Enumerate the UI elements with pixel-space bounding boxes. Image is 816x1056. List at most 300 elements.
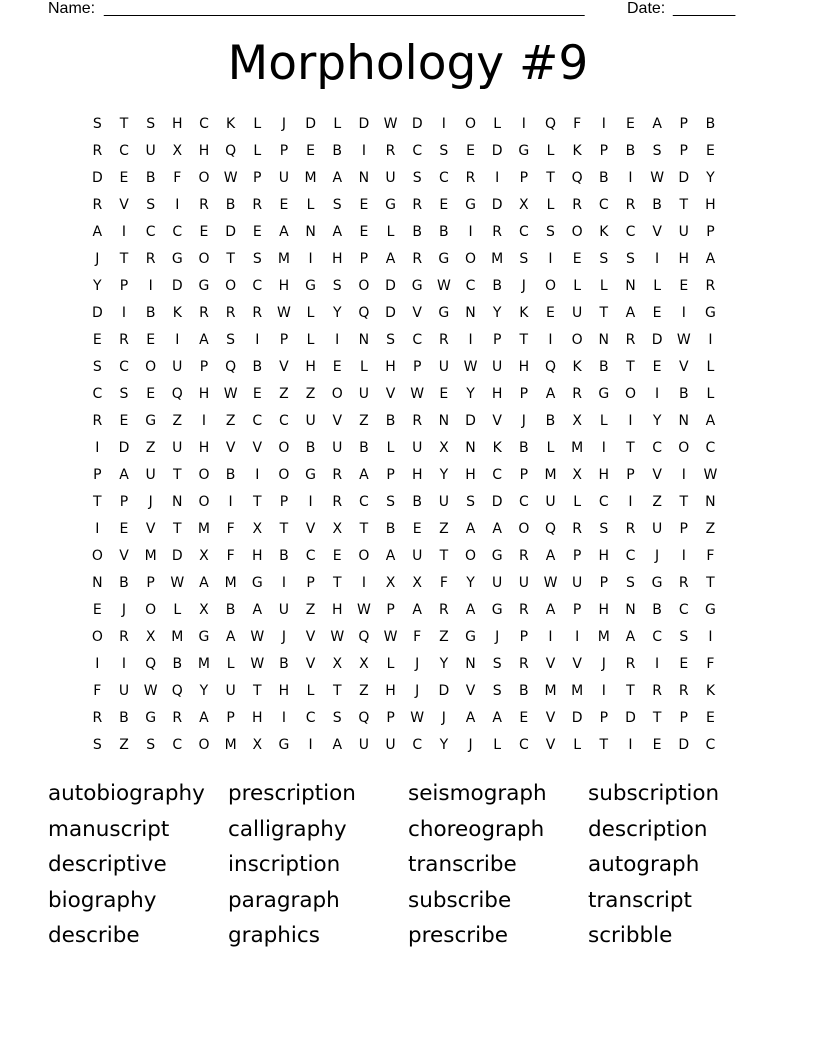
- grid-letter: D: [118, 440, 130, 456]
- grid-letter: T: [546, 170, 555, 186]
- grid-letter: Q: [358, 629, 370, 645]
- grid-letter: B: [678, 386, 689, 402]
- grid-letter: N: [465, 656, 476, 672]
- grid-letter: F: [173, 170, 182, 186]
- grid-letter: N: [625, 602, 636, 618]
- grid-letter: X: [439, 440, 449, 456]
- grid-letter: T: [626, 359, 635, 375]
- grid-letter: G: [198, 278, 210, 294]
- grid-letter: B: [625, 143, 636, 159]
- grid-letter: C: [518, 737, 529, 753]
- grid-letter: P: [93, 467, 102, 483]
- grid-letter: R: [412, 251, 423, 267]
- grid-letter: Q: [145, 656, 157, 672]
- grid-row: [84, 600, 724, 627]
- grid-letter: G: [704, 602, 716, 618]
- grid-letter: G: [491, 548, 503, 564]
- grid-letter: V: [305, 656, 316, 672]
- grid-letter: P: [119, 278, 129, 294]
- grid-letter: V: [145, 521, 156, 537]
- grid-letter: Z: [439, 629, 449, 645]
- grid-letter: W: [330, 629, 345, 645]
- grid-letter: L: [573, 278, 582, 294]
- grid-letter: P: [679, 116, 688, 132]
- grid-letter: F: [226, 548, 235, 564]
- grid-letter: I: [121, 305, 127, 321]
- grid-letter: V: [119, 548, 129, 564]
- grid-letter: A: [465, 602, 476, 618]
- grid-letter: P: [306, 575, 315, 591]
- grid-letter: R: [119, 629, 129, 645]
- grid-letter: J: [148, 494, 153, 510]
- grid-letter: B: [652, 197, 662, 213]
- grid-letter: I: [121, 656, 127, 672]
- grid-letter: O: [358, 548, 370, 564]
- grid-letter: B: [279, 548, 289, 564]
- grid-letter: V: [572, 656, 582, 672]
- grid-letter: G: [598, 386, 610, 402]
- grid-letter: O: [198, 251, 210, 267]
- grid-letter: J: [601, 656, 606, 672]
- grid-letter: N: [465, 305, 476, 321]
- grid-letter: I: [308, 251, 313, 267]
- grid-letter: G: [438, 305, 450, 321]
- grid-letter: O: [465, 116, 477, 132]
- grid-letter: R: [92, 710, 103, 726]
- grid-letter: G: [145, 413, 157, 429]
- word-list-item: choreograph: [408, 816, 545, 842]
- grid-letter: I: [681, 548, 686, 564]
- grid-letter: V: [305, 521, 316, 537]
- date-label: Date:: [627, 0, 666, 17]
- grid-letter: C: [199, 116, 209, 132]
- grid-letter: E: [199, 224, 209, 240]
- grid-letter: X: [332, 656, 343, 672]
- grid-letter: R: [572, 521, 582, 537]
- word-list-item: descriptive: [48, 852, 167, 877]
- grid-letter: S: [679, 629, 689, 645]
- grid-letter: P: [519, 170, 529, 186]
- grid-letter: V: [385, 386, 396, 402]
- grid-letter: M: [544, 683, 557, 699]
- grid-letter: B: [119, 575, 129, 591]
- grid-letter: J: [441, 710, 446, 726]
- grid-letter: U: [145, 467, 156, 483]
- grid-letter: L: [706, 359, 715, 375]
- grid-letter: I: [255, 332, 260, 348]
- grid-letter: R: [572, 386, 582, 402]
- grid-letter: G: [438, 251, 450, 267]
- grid-letter: I: [95, 656, 100, 672]
- grid-letter: H: [331, 602, 343, 618]
- grid-letter: V: [225, 440, 236, 456]
- grid-letter: L: [173, 602, 182, 618]
- grid-letter: S: [146, 197, 156, 213]
- grid-letter: S: [546, 224, 555, 240]
- grid-letter: L: [306, 305, 315, 321]
- grid-letter: Y: [466, 575, 475, 591]
- grid-letter: I: [361, 575, 366, 591]
- grid-letter: W: [410, 710, 425, 726]
- grid-letter: E: [92, 332, 102, 348]
- grid-letter: A: [625, 305, 636, 321]
- grid-row: [84, 546, 724, 573]
- grid-letter: I: [548, 629, 553, 645]
- grid-letter: I: [495, 170, 500, 186]
- grid-letter: S: [439, 143, 449, 159]
- grid-row: [84, 384, 724, 411]
- grid-row: [84, 708, 724, 735]
- grid-letter: L: [493, 737, 502, 753]
- grid-letter: L: [226, 656, 235, 672]
- grid-letter: B: [225, 467, 236, 483]
- grid-letter: Q: [358, 305, 370, 321]
- grid-letter: E: [652, 359, 662, 375]
- grid-letter: W: [436, 278, 451, 294]
- grid-letter: G: [411, 278, 423, 294]
- grid-letter: V: [252, 440, 263, 456]
- grid-letter: O: [198, 170, 210, 186]
- grid-letter: X: [572, 413, 582, 429]
- grid-letter: R: [625, 521, 636, 537]
- grid-letter: C: [412, 143, 423, 159]
- grid-letter: S: [652, 143, 662, 159]
- grid-letter: T: [706, 575, 715, 591]
- grid-letter: E: [119, 521, 129, 537]
- grid-letter: H: [705, 197, 716, 213]
- grid-letter: O: [198, 467, 210, 483]
- word-list-item: transcribe: [408, 852, 517, 877]
- grid-letter: I: [308, 494, 313, 510]
- grid-letter: I: [175, 332, 180, 348]
- grid-letter: B: [519, 683, 529, 699]
- grid-letter: P: [386, 710, 395, 726]
- word-list-item: seismograph: [408, 781, 547, 806]
- grid-letter: N: [172, 494, 183, 510]
- grid-letter: P: [679, 143, 688, 159]
- grid-letter: Z: [279, 386, 289, 402]
- grid-letter: V: [545, 710, 556, 726]
- grid-letter: M: [304, 170, 317, 186]
- grid-letter: C: [92, 386, 103, 402]
- grid-letter: E: [652, 737, 662, 753]
- grid-letter: T: [359, 521, 369, 537]
- grid-letter: A: [359, 467, 369, 483]
- grid-letter: Q: [571, 170, 583, 186]
- grid-letter: T: [439, 548, 449, 564]
- grid-letter: D: [678, 170, 690, 186]
- grid-letter: I: [335, 332, 340, 348]
- grid-letter: E: [572, 251, 582, 267]
- grid-letter: D: [411, 116, 423, 132]
- grid-row: [84, 438, 724, 465]
- grid-letter: D: [491, 197, 503, 213]
- word-list-item: prescription: [228, 781, 356, 806]
- grid-letter: S: [146, 116, 156, 132]
- grid-letter: R: [518, 548, 529, 564]
- grid-letter: L: [359, 359, 368, 375]
- grid-letter: U: [545, 494, 556, 510]
- grid-letter: C: [412, 332, 423, 348]
- grid-letter: O: [624, 386, 636, 402]
- grid-letter: H: [331, 251, 343, 267]
- grid-letter: H: [252, 548, 263, 564]
- grid-letter: Z: [305, 386, 316, 402]
- grid-letter: E: [439, 197, 449, 213]
- grid-letter: I: [655, 656, 660, 672]
- grid-letter: B: [492, 278, 502, 294]
- grid-letter: Y: [492, 305, 502, 321]
- grid-letter: U: [172, 359, 183, 375]
- grid-letter: U: [225, 683, 236, 699]
- grid-letter: T: [252, 494, 262, 510]
- grid-letter: A: [225, 629, 236, 645]
- grid-letter: U: [678, 224, 689, 240]
- grid-letter: W: [356, 602, 371, 618]
- grid-letter: J: [521, 278, 526, 294]
- grid-letter: A: [545, 386, 556, 402]
- grid-letter: A: [279, 224, 289, 240]
- grid-letter: H: [198, 386, 210, 402]
- grid-letter: V: [678, 359, 689, 375]
- grid-letter: G: [305, 467, 316, 483]
- grid-letter: L: [306, 332, 315, 348]
- grid-letter: W: [223, 170, 238, 186]
- grid-letter: U: [118, 683, 130, 699]
- grid-letter: I: [681, 467, 686, 483]
- grid-letter: R: [92, 143, 103, 159]
- grid-letter: U: [332, 440, 343, 456]
- grid-letter: L: [599, 278, 608, 294]
- grid-letter: S: [146, 737, 156, 753]
- grid-letter: B: [279, 656, 289, 672]
- grid-letter: T: [679, 494, 689, 510]
- grid-letter: M: [144, 548, 157, 564]
- grid-letter: Z: [172, 413, 183, 429]
- grid-letter: R: [518, 602, 529, 618]
- grid-letter: T: [93, 494, 102, 510]
- grid-letter: R: [625, 197, 636, 213]
- grid-letter: B: [252, 359, 263, 375]
- grid-letter: C: [625, 548, 636, 564]
- grid-letter: T: [652, 710, 662, 726]
- grid-letter: I: [95, 440, 100, 456]
- grid-letter: S: [626, 575, 635, 591]
- grid-letter: R: [705, 278, 716, 294]
- grid-letter: S: [226, 332, 236, 348]
- grid-letter: M: [171, 629, 184, 645]
- grid-letter: H: [411, 467, 423, 483]
- grid-letter: B: [652, 602, 662, 618]
- grid-letter: N: [92, 575, 103, 591]
- grid-letter: M: [224, 737, 237, 753]
- grid-letter: J: [415, 683, 420, 699]
- grid-letter: P: [599, 710, 609, 726]
- grid-letter: W: [277, 305, 291, 321]
- grid-letter: S: [332, 197, 342, 213]
- grid-letter: T: [279, 521, 289, 537]
- grid-letter: D: [358, 116, 370, 132]
- grid-letter: H: [172, 116, 183, 132]
- grid-letter: A: [385, 548, 396, 564]
- grid-letter: O: [145, 359, 157, 375]
- grid-letter: M: [224, 575, 237, 591]
- grid-letter: P: [572, 548, 582, 564]
- grid-letter: B: [385, 521, 396, 537]
- grid-letter: R: [172, 710, 183, 726]
- grid-letter: G: [704, 305, 716, 321]
- grid-letter: S: [519, 251, 529, 267]
- grid-letter: Q: [544, 521, 556, 537]
- grid-letter: E: [546, 305, 555, 321]
- grid-letter: Q: [225, 143, 237, 159]
- grid-letter: U: [278, 602, 290, 618]
- grid-letter: K: [226, 116, 236, 132]
- grid-letter: S: [119, 386, 129, 402]
- grid-letter: G: [518, 143, 530, 159]
- grid-letter: C: [119, 359, 129, 375]
- grid-letter: D: [571, 710, 583, 726]
- grid-letter: H: [518, 359, 530, 375]
- grid-row: [84, 681, 724, 708]
- grid-letter: O: [225, 278, 237, 294]
- grid-letter: V: [652, 467, 662, 483]
- grid-letter: R: [199, 305, 209, 321]
- grid-letter: D: [465, 413, 476, 429]
- grid-letter: L: [546, 440, 555, 456]
- grid-letter: R: [678, 575, 689, 591]
- grid-letter: A: [332, 224, 343, 240]
- grid-letter: I: [468, 332, 473, 348]
- grid-letter: V: [545, 656, 556, 672]
- grid-letter: H: [198, 143, 210, 159]
- grid-letter: X: [332, 521, 343, 537]
- grid-letter: P: [519, 386, 529, 402]
- grid-letter: S: [332, 278, 342, 294]
- grid-letter: J: [521, 413, 526, 429]
- grid-letter: L: [253, 116, 262, 132]
- grid-letter: N: [678, 413, 689, 429]
- grid-letter: O: [198, 737, 210, 753]
- grid-letter: T: [679, 197, 689, 213]
- grid-letter: U: [412, 440, 423, 456]
- grid-letter: S: [252, 251, 262, 267]
- grid-letter: Z: [439, 521, 449, 537]
- grid-letter: F: [413, 629, 422, 645]
- grid-letter: B: [705, 116, 716, 132]
- word-list-item: paragraph: [228, 887, 340, 913]
- grid-letter: K: [172, 305, 182, 321]
- grid-letter: H: [385, 683, 396, 699]
- grid-letter: I: [548, 332, 553, 348]
- grid-letter: P: [572, 602, 582, 618]
- grid-letter: H: [278, 683, 290, 699]
- grid-row: [84, 303, 724, 330]
- grid-letter: C: [465, 278, 476, 294]
- grid-letter: E: [519, 710, 529, 726]
- grid-letter: X: [412, 575, 422, 591]
- grid-letter: S: [466, 494, 475, 510]
- grid-letter: A: [199, 710, 209, 726]
- grid-letter: T: [173, 467, 182, 483]
- grid-letter: M: [597, 629, 610, 645]
- grid-letter: O: [91, 629, 103, 645]
- grid-letter: C: [438, 170, 449, 186]
- grid-letter: G: [278, 737, 290, 753]
- word-search-grid: [84, 114, 724, 762]
- grid-letter: W: [650, 170, 665, 186]
- grid-letter: I: [281, 575, 286, 591]
- grid-letter: I: [708, 629, 713, 645]
- grid-letter: F: [226, 521, 235, 537]
- grid-letter: K: [519, 305, 529, 321]
- grid-letter: C: [412, 737, 423, 753]
- grid-row: [84, 168, 724, 195]
- grid-letter: W: [143, 683, 158, 699]
- grid-row: [84, 627, 724, 654]
- grid-letter: R: [92, 197, 103, 213]
- grid-letter: O: [331, 386, 343, 402]
- grid-letter: R: [652, 683, 662, 699]
- word-list-item: scribble: [588, 923, 673, 948]
- grid-letter: I: [601, 440, 606, 456]
- grid-letter: X: [172, 143, 183, 159]
- grid-letter: V: [545, 737, 556, 753]
- grid-letter: X: [252, 737, 263, 753]
- grid-row: [84, 492, 724, 519]
- grid-letter: R: [332, 467, 343, 483]
- grid-letter: C: [172, 737, 183, 753]
- grid-letter: O: [465, 548, 477, 564]
- grid-letter: C: [518, 494, 529, 510]
- grid-letter: I: [628, 413, 633, 429]
- grid-letter: T: [119, 251, 129, 267]
- grid-letter: I: [175, 197, 180, 213]
- grid-letter: A: [412, 602, 422, 618]
- grid-row: [84, 276, 724, 303]
- grid-letter: P: [679, 710, 688, 726]
- grid-letter: L: [253, 143, 262, 159]
- grid-letter: Y: [93, 278, 102, 294]
- grid-letter: B: [412, 224, 422, 240]
- grid-letter: U: [651, 521, 663, 537]
- grid-letter: T: [332, 683, 342, 699]
- grid-row: [84, 357, 724, 384]
- grid-letter: P: [226, 710, 235, 726]
- grid-letter: R: [412, 413, 423, 429]
- grid-letter: I: [468, 224, 473, 240]
- name-label: Name:: [48, 0, 96, 17]
- grid-letter: D: [171, 548, 183, 564]
- grid-letter: T: [119, 116, 129, 132]
- grid-letter: C: [279, 413, 289, 429]
- grid-letter: L: [493, 116, 502, 132]
- grid-letter: E: [466, 143, 475, 159]
- grid-letter: I: [628, 737, 633, 753]
- grid-letter: E: [252, 386, 262, 402]
- grid-letter: R: [492, 224, 503, 240]
- grid-letter: N: [598, 332, 610, 348]
- grid-letter: T: [519, 332, 529, 348]
- grid-letter: U: [572, 305, 583, 321]
- grid-letter: I: [548, 251, 553, 267]
- grid-letter: L: [706, 386, 715, 402]
- grid-letter: R: [92, 413, 103, 429]
- grid-letter: L: [386, 656, 395, 672]
- grid-letter: J: [655, 548, 660, 564]
- grid-letter: O: [678, 440, 690, 456]
- grid-letter: N: [305, 224, 316, 240]
